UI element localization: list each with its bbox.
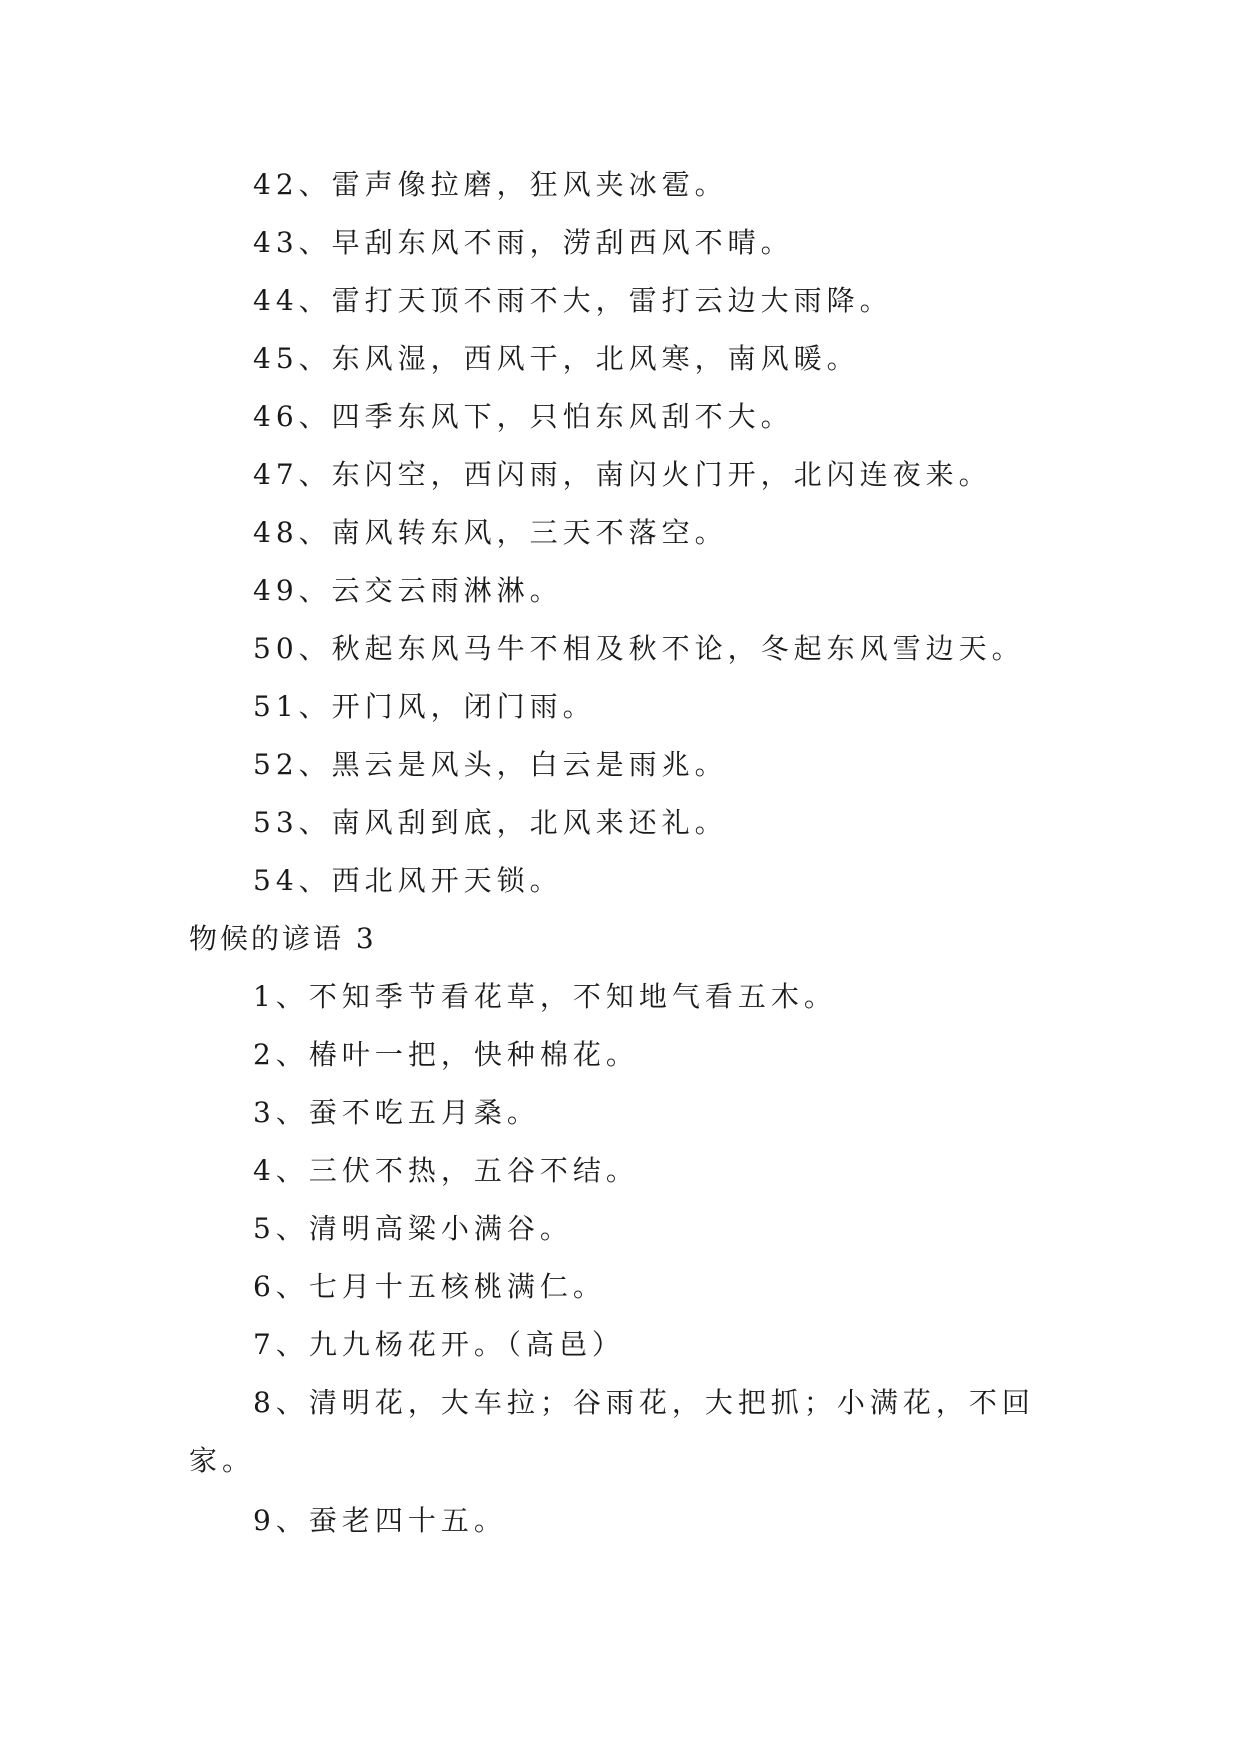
proverb-line: 49、云交云雨淋淋。 xyxy=(253,574,563,607)
proverb-line: 1、不知季节看花草，不知地气看五木。 xyxy=(253,980,837,1013)
proverb-line: 45、东风湿，西风干，北风寒，南风暖。 xyxy=(253,342,860,375)
proverb-line: 46、四季东风下，只怕东风刮不大。 xyxy=(253,400,794,433)
proverb-line: 8、清明花，大车拉；谷雨花，大把抓；小满花，不回 xyxy=(253,1386,1035,1419)
proverb-line: 52、黑云是风头，白云是雨兆。 xyxy=(253,748,728,781)
section-heading: 物候的谚语 3 xyxy=(189,922,377,955)
proverb-line: 44、雷打天顶不雨不大，雷打云边大雨降。 xyxy=(253,284,893,317)
proverb-line: 42、雷声像拉磨，狂风夹冰雹。 xyxy=(253,168,728,201)
proverb-line: 43、早刮东风不雨，涝刮西风不晴。 xyxy=(253,226,794,259)
proverb-line: 9、蚕老四十五。 xyxy=(253,1504,507,1537)
proverb-line: 7、九九杨花开。（高邑） xyxy=(253,1328,625,1361)
proverb-line: 51、开门风，闭门雨。 xyxy=(253,690,596,723)
proverb-line: 54、西北风开天锁。 xyxy=(253,864,563,897)
proverb-line: 3、蚕不吃五月桑。 xyxy=(253,1096,540,1129)
proverb-line: 6、七月十五核桃满仁。 xyxy=(253,1270,606,1303)
proverb-line: 50、秋起东风马牛不相及秋不论，冬起东风雪边天。 xyxy=(253,632,1025,665)
proverb-line: 2、椿叶一把，快种棉花。 xyxy=(253,1038,639,1071)
proverb-line: 53、南风刮到底，北风来还礼。 xyxy=(253,806,728,839)
proverb-line-continuation: 家。 xyxy=(189,1444,256,1477)
proverb-line: 48、南风转东风，三天不落空。 xyxy=(253,516,728,549)
proverb-line: 47、东闪空，西闪雨，南闪火门开，北闪连夜来。 xyxy=(253,458,992,491)
proverb-line: 4、三伏不热，五谷不结。 xyxy=(253,1154,639,1187)
proverb-line: 5、清明高粱小满谷。 xyxy=(253,1212,573,1245)
